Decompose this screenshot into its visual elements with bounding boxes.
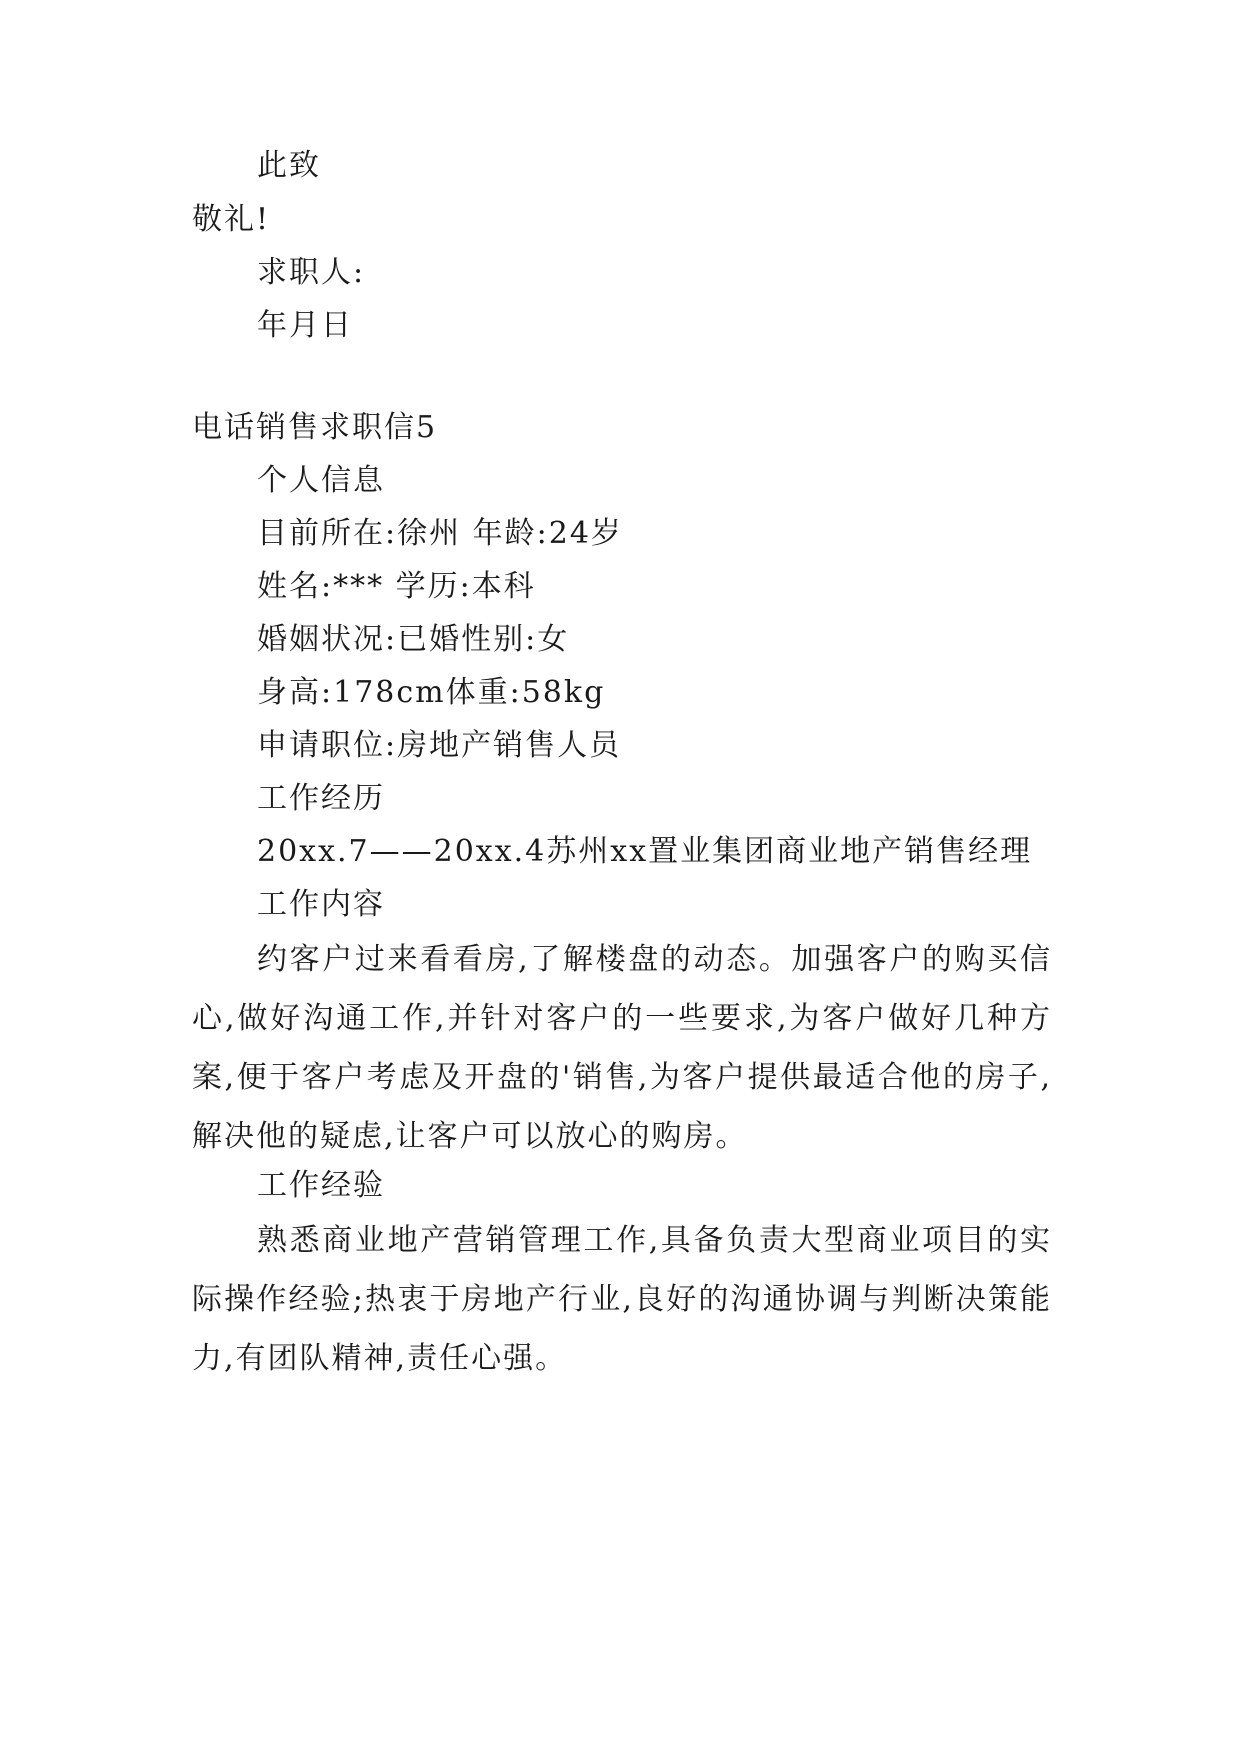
info-line-position: 申请职位:房地产销售人员 <box>257 728 622 763</box>
info-line-height-weight: 身高:178cm体重:58kg <box>257 675 606 710</box>
info-line-location-age: 目前所在:徐州 年龄:24岁 <box>257 516 623 551</box>
salutation-jingli: 敬礼! <box>192 202 271 237</box>
work-history-heading: 工作经历 <box>257 781 385 816</box>
work-experience-heading: 工作经验 <box>257 1168 385 1203</box>
work-experience-paragraph: 熟悉商业地产营销管理工作,具备负责大型商业项目的实际操作经验;热衷于房地产行业,良好的沟通协调与判断决策能力,有团队精神,责任心强。 <box>192 1223 1052 1376</box>
section-title: 电话销售求职信5 <box>192 410 438 445</box>
personal-info-heading: 个人信息 <box>257 463 385 498</box>
info-line-marital-gender: 婚姻状况:已婚性别:女 <box>257 622 570 657</box>
work-content-heading: 工作内容 <box>257 887 385 922</box>
info-line-name-education: 姓名:*** 学历:本科 <box>257 569 536 604</box>
salutation-cizhi: 此致 <box>257 148 321 183</box>
work-content-paragraph: 约客户过来看看房,了解楼盘的动态。加强客户的购买信心,做好沟通工作,并针对客户的一些要求,为客户做好几种方案,便于客户考虑及开盘的'销售,为客户提供最适合他的房子,解决他的疑虑,让客户可以放心的购房。 <box>192 942 1052 1154</box>
applicant-label: 求职人: <box>257 255 366 290</box>
work-history-line: 20xx.7——20xx.4苏州xx置业集团商业地产销售经理 <box>257 834 1033 869</box>
date-label: 年月日 <box>257 308 353 343</box>
